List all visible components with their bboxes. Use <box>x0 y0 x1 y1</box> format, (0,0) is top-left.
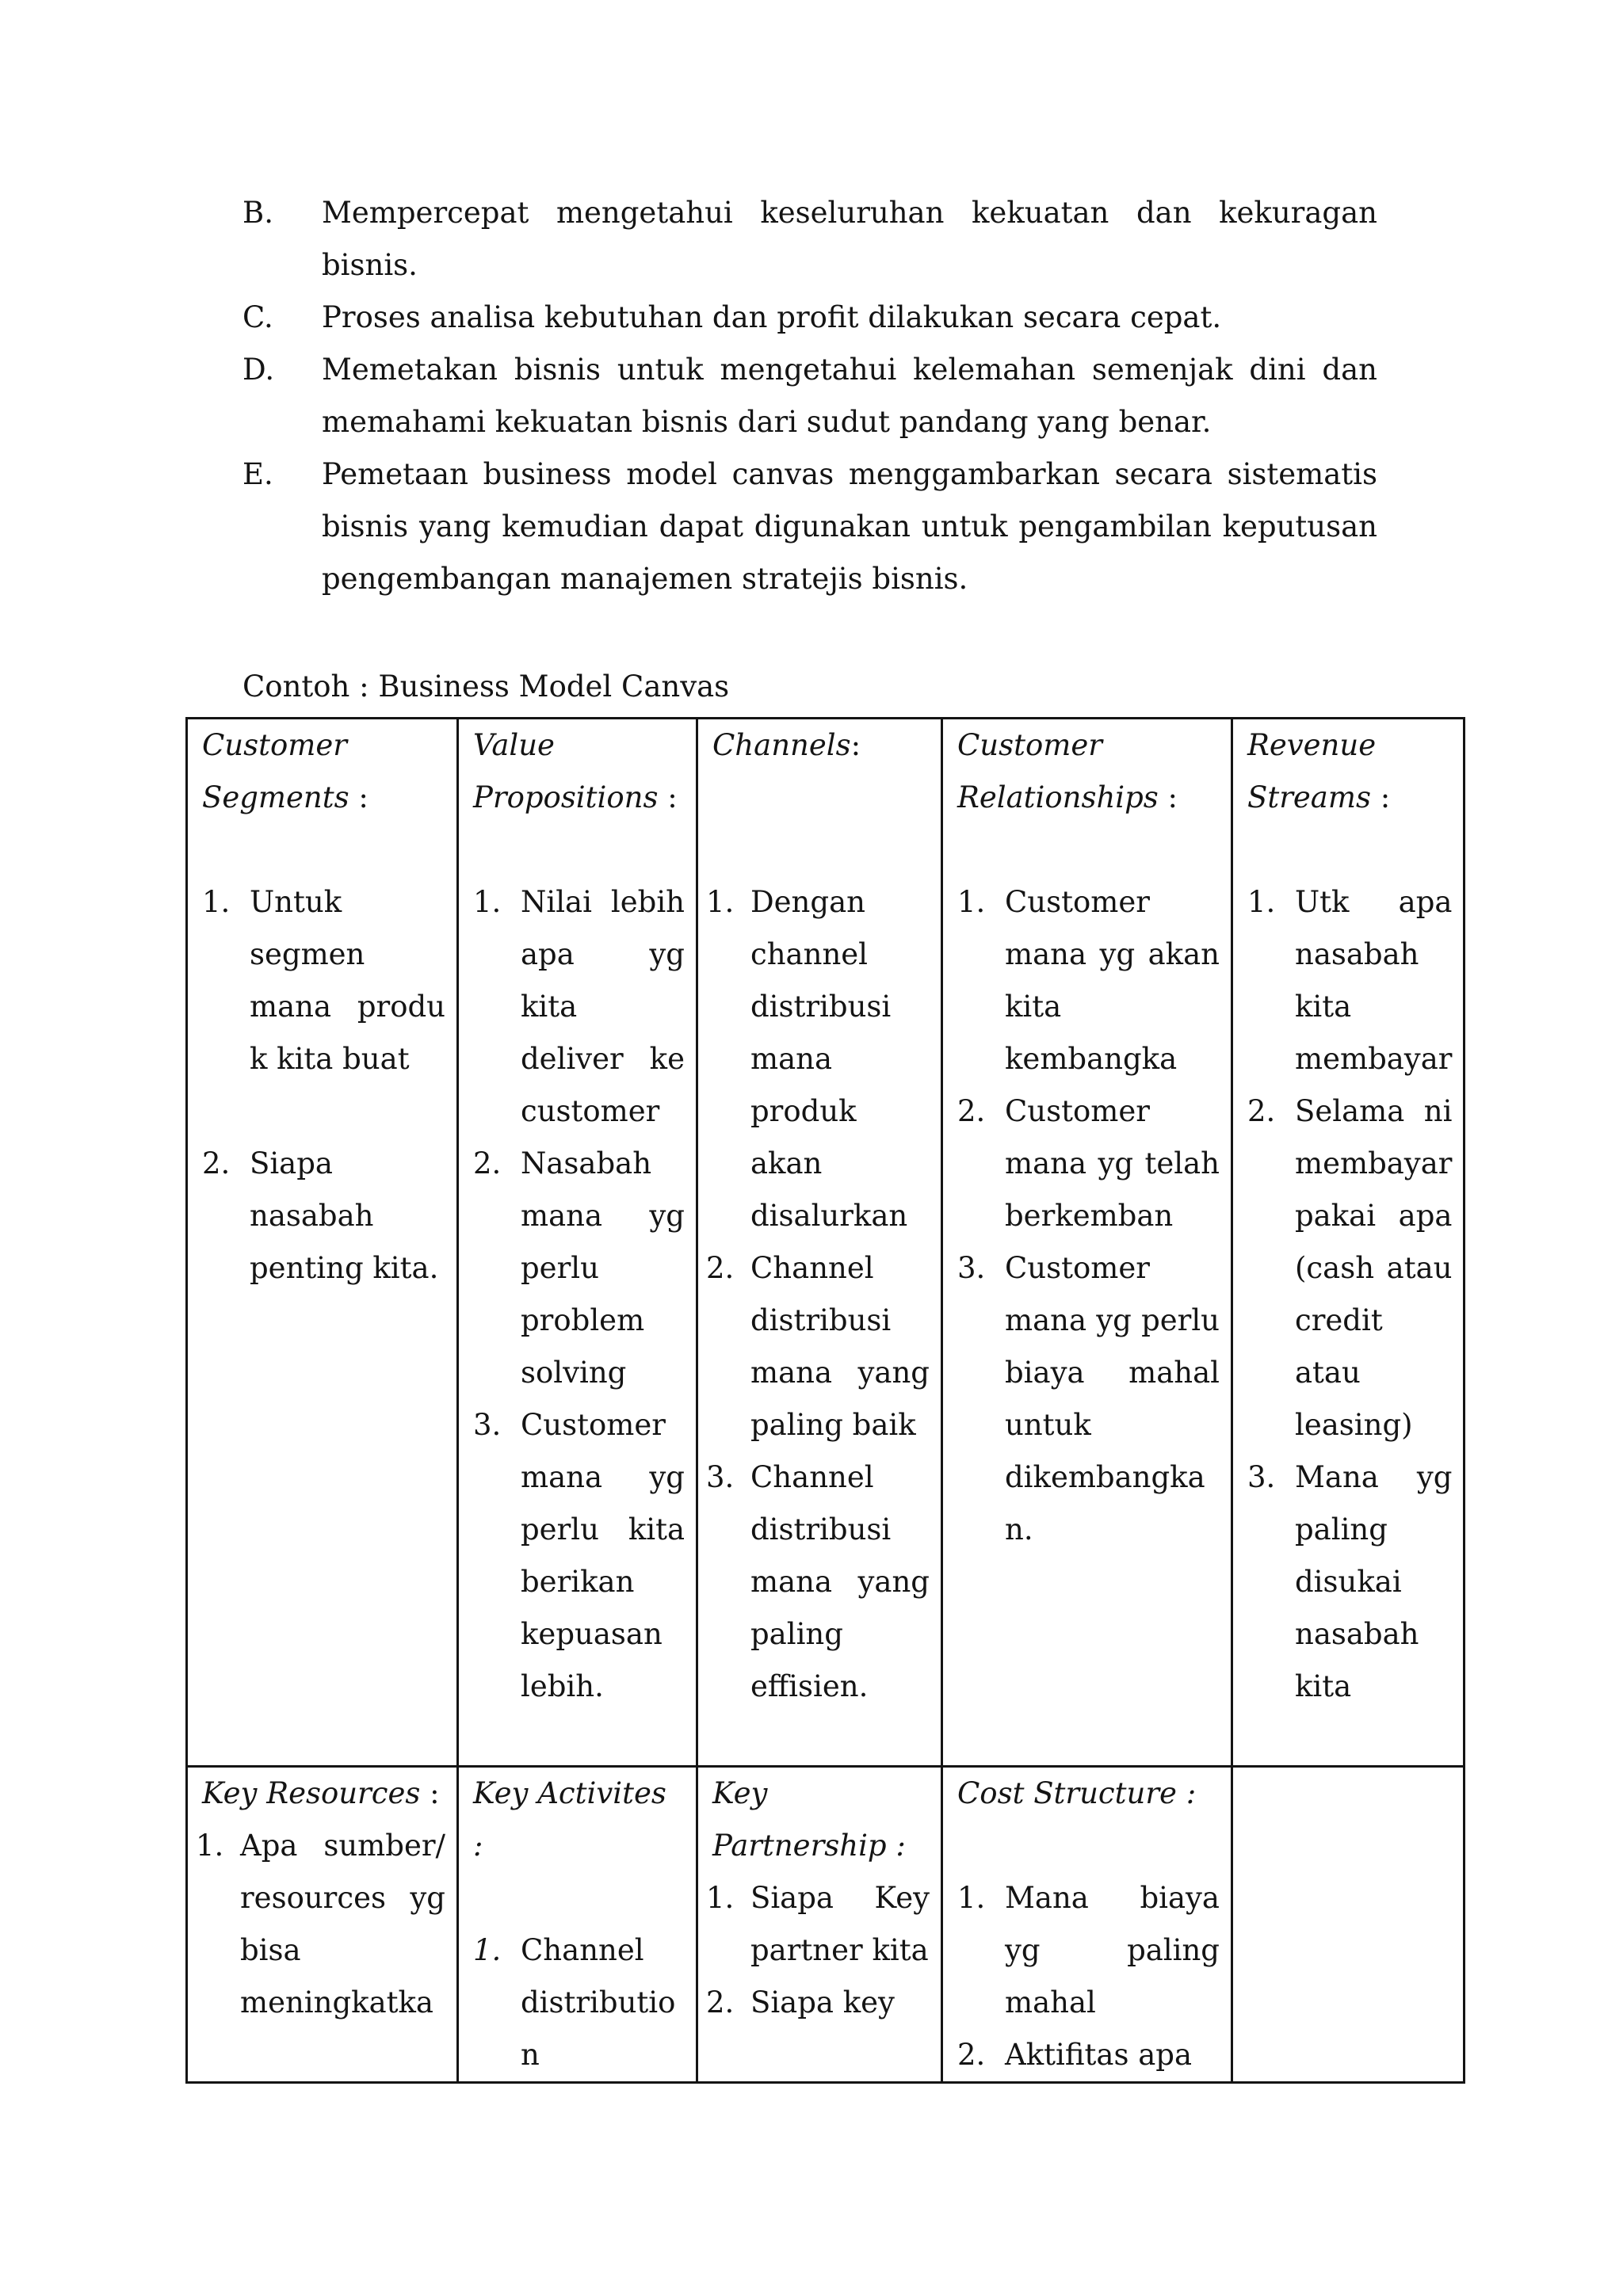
list-item: 2. Nasabah mana yg perlu problem solving <box>473 1146 685 1390</box>
list-item <box>242 448 1377 605</box>
customer-segments-list <box>202 876 445 1295</box>
key-resources-list <box>196 1820 445 2029</box>
value-propositions-list <box>473 876 685 1713</box>
customer-segments-heading: Customer Segments : <box>202 728 369 814</box>
key-activities-list <box>473 1924 685 2081</box>
list-item: 1. Apa sumber/ resources yg bisa meningkatka <box>196 1829 445 2019</box>
list-item: 2. Siapa nasabah penting kita. <box>202 1146 439 1285</box>
list-item: 1. Customer mana yg akan kita kembangka <box>957 885 1220 1076</box>
cost-structure-list <box>957 1872 1220 2081</box>
customer-relationships-heading: Customer Relationships : <box>957 728 1178 814</box>
key-partnership-list <box>706 1872 930 2029</box>
customer-relationships-cell <box>942 719 1232 1767</box>
list-item: 1. Nilai lebih apa yg kita deliver ke customer <box>473 885 685 1128</box>
channels-heading: Channels: <box>712 728 861 762</box>
list-item: 3. Customer mana yg perlu kita berikan kepuasan lebih. <box>473 1408 685 1703</box>
list-item: 1. Untuk segmen mana produ k kita buat <box>202 885 445 1076</box>
cost-structure-cell <box>942 1767 1232 2083</box>
empty-cell <box>1232 1767 1465 2083</box>
value-propositions-heading: Value Propositions : <box>473 728 678 814</box>
revenue-streams-heading: Revenue Streams : <box>1247 728 1391 814</box>
canvas-bottom-row <box>187 1767 1465 2083</box>
revenue-streams-cell <box>1232 719 1465 1767</box>
list-letter: E. <box>242 457 273 491</box>
list-item: 3. Mana yg paling disukai nasabah kita <box>1247 1460 1453 1703</box>
key-resources-cell <box>187 1767 458 2083</box>
list-item: 2. Channel distribusi mana yang paling baik <box>706 1251 930 1442</box>
list-letter: C. <box>242 300 273 334</box>
list-text: Proses analisa kebutuhan dan profit dilakukan secara cepat. <box>322 300 1222 334</box>
list-item: 2. Selama ni membayar pakai apa (cash atau credit atau leasing) <box>1247 1094 1453 1442</box>
list-text: Memetakan bisnis untuk mengetahui kelemahan semenjak dini dan memahami kekuatan bisnis dari sudut pandang yang benar. <box>322 353 1377 439</box>
list-item <box>242 292 1377 344</box>
benefits-list <box>242 187 1377 605</box>
table-caption: Contoh : Business Model Canvas <box>242 669 730 704</box>
key-partnership-cell <box>697 1767 942 2083</box>
list-item: 2. Siapa key <box>706 1985 895 2019</box>
list-item: 1. Mana biaya yg paling mahal <box>957 1881 1220 2019</box>
key-activities-cell <box>458 1767 697 2083</box>
list-item <box>242 187 1377 292</box>
channels-cell <box>697 719 942 1767</box>
list-item: 3. Channel distribusi mana yang paling effisien. <box>706 1460 930 1703</box>
list-text: Mempercepat mengetahui keseluruhan kekuatan dan kekuragan bisnis. <box>322 196 1377 282</box>
cost-structure-heading: Cost Structure : <box>957 1776 1197 1810</box>
list-item: 1. Utk apa nasabah kita membayar <box>1247 885 1453 1076</box>
revenue-streams-list <box>1247 876 1452 1713</box>
key-resources-heading: Key Resources : <box>202 1776 440 1810</box>
key-partnership-heading: Key Partnership : <box>712 1776 906 1863</box>
list-text: Pemetaan business model canvas menggambarkan secara sistematis bisnis yang kemudian dapat digunakan untuk pengambilan keputusan pengembangan manajemen stratejis bisnis. <box>322 457 1377 596</box>
value-propositions-cell <box>458 719 697 1767</box>
list-item: 1. Channel distributio n <box>473 1933 676 2072</box>
customer-segments-cell <box>187 719 458 1767</box>
list-item: 1. Dengan channel distribusi mana produk akan disalurkan <box>706 885 908 1233</box>
key-activities-heading: Key Activites : <box>473 1776 666 1863</box>
list-item: 2. Aktifitas apa <box>957 2038 1193 2072</box>
customer-relationships-list <box>957 876 1220 1556</box>
channels-list <box>706 876 930 1713</box>
list-letter: B. <box>242 196 273 230</box>
list-item: 2. Customer mana yg telah berkemban <box>957 1094 1220 1233</box>
canvas-top-row <box>187 719 1465 1767</box>
list-letter: D. <box>242 353 275 387</box>
list-item: 3. Customer mana yg perlu biaya mahal untuk dikembangka n. <box>957 1251 1220 1547</box>
list-item: 1. Siapa Key partner kita <box>706 1881 930 1967</box>
list-item <box>242 344 1377 448</box>
business-model-canvas-table <box>185 717 1465 2084</box>
